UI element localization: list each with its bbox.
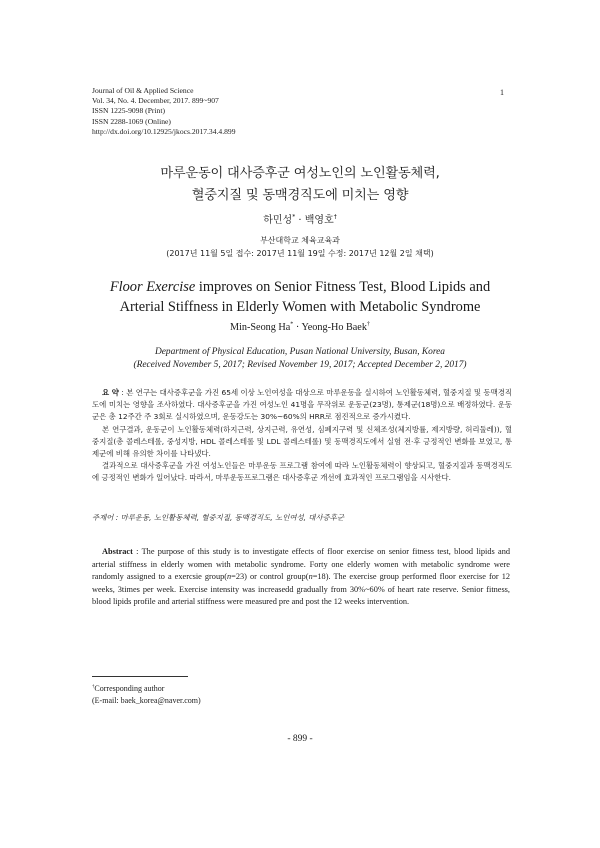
english-abstract-n1: =23) or control group( (231, 572, 309, 582)
korean-author-separator: · (295, 215, 305, 226)
footnote-email[interactable]: (E-mail: baek_korea@naver.com) (92, 695, 201, 705)
english-dates: (Received November 5, 2017; Revised November 19, 2017; Accepted December 2, 2017) (133, 359, 467, 370)
journal-name: Journal of Oil & Applied Science (92, 86, 194, 95)
footnote-mark: † (92, 684, 95, 690)
english-title-line2: Arterial Stiffness in Elderly Women with Metabolic Syndrome (119, 299, 481, 315)
korean-dates: (2017년 11월 5일 접수: 2017년 11월 19일 수정: 2017년 12월 2일 채택) (166, 249, 434, 258)
korean-title-line2: 혈중지질 및 동맥경직도에 미치는 영향 (191, 188, 409, 203)
footnote (92, 683, 201, 706)
english-author-1-mark: * (290, 321, 294, 328)
korean-abstract-p1-text: : 본 연구는 대사증후군을 가진 65세 이상 노인여성을 대상으로 마루운동을 실시하여 노인활동체력, 혈중지질 및 동맥경직도에 미치는 영향을 조사하였다. 대사증후군을 가진 여성노인 41명을 무작위로 운동군(23명), 통제군(18명)으로 배정하였다. 운동군은 총 12주간 주 3회로 실시하였으며, 운동강도는 30%~60%의 HRR로 점진적으로 증가시켰다. (92, 388, 512, 422)
english-title-rest: improves on Senior Fitness Test, Blood Lipids and (195, 279, 491, 295)
keywords-text: 마루운동, 노인활동체력, 혈중지질, 동맥경직도, 노인여성, 대사증후군 (120, 513, 345, 522)
english-author-2: Yeong-Ho Baek (301, 322, 367, 333)
korean-author-1-mark: * (292, 213, 296, 221)
english-abstract-label: Abstract (102, 547, 133, 556)
korean-author-2-mark: † (333, 213, 337, 221)
english-title (0, 277, 600, 317)
korean-title (0, 163, 600, 207)
korean-authors (0, 211, 600, 226)
korean-author-1: 하민성 (263, 215, 293, 226)
korean-abstract (92, 387, 512, 485)
volume-line: Vol. 34, No. 4. December, 2017. 899~907 (92, 96, 219, 106)
n-symbol-1: n (227, 572, 232, 582)
journal-header (92, 86, 236, 137)
korean-affiliation: 부산대학교 체육교육과 (260, 236, 340, 245)
english-abstract-n2: =18). The exercise group performed floor exercise for 12 weeks, 3times per week. Exercise intensity was increasedd gradually from 30%~60% of heart rate reserve. Senior fitness, blood lipids profile and arterial stiffness were measured pre and post the 12 weeks intervention. (92, 572, 510, 607)
issn-print: ISSN 1225-9098 (Print) (92, 106, 165, 116)
english-abstract (92, 546, 510, 609)
korean-title-line1: 마루운동이 대사증후군 여성노인의 노인활동체력, (160, 166, 440, 181)
footnote-corresponding (92, 683, 201, 695)
english-author-separator: · (293, 322, 302, 333)
footnote-divider (92, 676, 188, 677)
korean-affiliation-block (0, 234, 600, 260)
korean-author-2: 백영호 (304, 215, 334, 226)
korean-abstract-label: 요 약 (102, 388, 119, 397)
footnote-corresponding-text: Corresponding author (94, 684, 165, 693)
english-affiliation: Department of Physical Education, Pusan National University, Busan, Korea (155, 347, 445, 357)
english-abstract-paragraph (92, 546, 510, 609)
english-affiliation-block (0, 346, 600, 371)
page-number-bottom: - 899 - (287, 734, 313, 744)
korean-abstract-p3: 결과적으로 대사증후군을 가진 여성노인들은 마루운동 프로그램 참여에 따라 노인활동체력이 향상되고, 혈중지질과 동맥경직도에 긍정적인 변화가 일어났다. 따라서, 마루운동프로그램은 대사증후군 개선에 효과적인 프로그램임을 시사한다. (92, 461, 512, 483)
doi-link[interactable]: http://dx.doi.org/10.12925/jkocs.2017.34.4.899 (92, 126, 236, 136)
english-authors (0, 322, 600, 333)
english-author-2-mark: † (366, 321, 370, 328)
issn-online: ISSN 2288-1069 (Online) (92, 116, 171, 126)
english-abstract-text-a: : The purpose of this study is to investigate effects of floor exercise on senior fitness test, blood lipids and arterial stiffness in elderly women with metabolic syndrome. Forty one elderly women with metabolic syndrome were randomly assigned to a exercsie group( (92, 547, 510, 582)
keywords-label: 주제어 : (92, 513, 121, 522)
keywords (92, 512, 512, 523)
korean-abstract-p1 (92, 387, 512, 424)
n-symbol-2: n (308, 572, 313, 582)
english-title-line1 (0, 277, 600, 297)
english-author-1: Min-Seong Ha (230, 322, 291, 333)
page-number-top: 1 (500, 88, 504, 97)
korean-abstract-p2: 본 연구결과, 운동군이 노인활동체력(하지근력, 상지근력, 유연성, 심폐지구력 및 신체조성(체지방률, 제지방량, 허리둘레)), 혈중지질(총 콜레스테롤, 중성지방, HDL 콜레스테롤 및 LDL 콜레스테롤) 및 동맥경직도에서 실험 전·후 긍정적인 변화를 보였고, 통제군에 비해 유의한 차이를 나타냈다. (92, 424, 512, 459)
english-title-italic: Floor Exercise (109, 279, 196, 295)
